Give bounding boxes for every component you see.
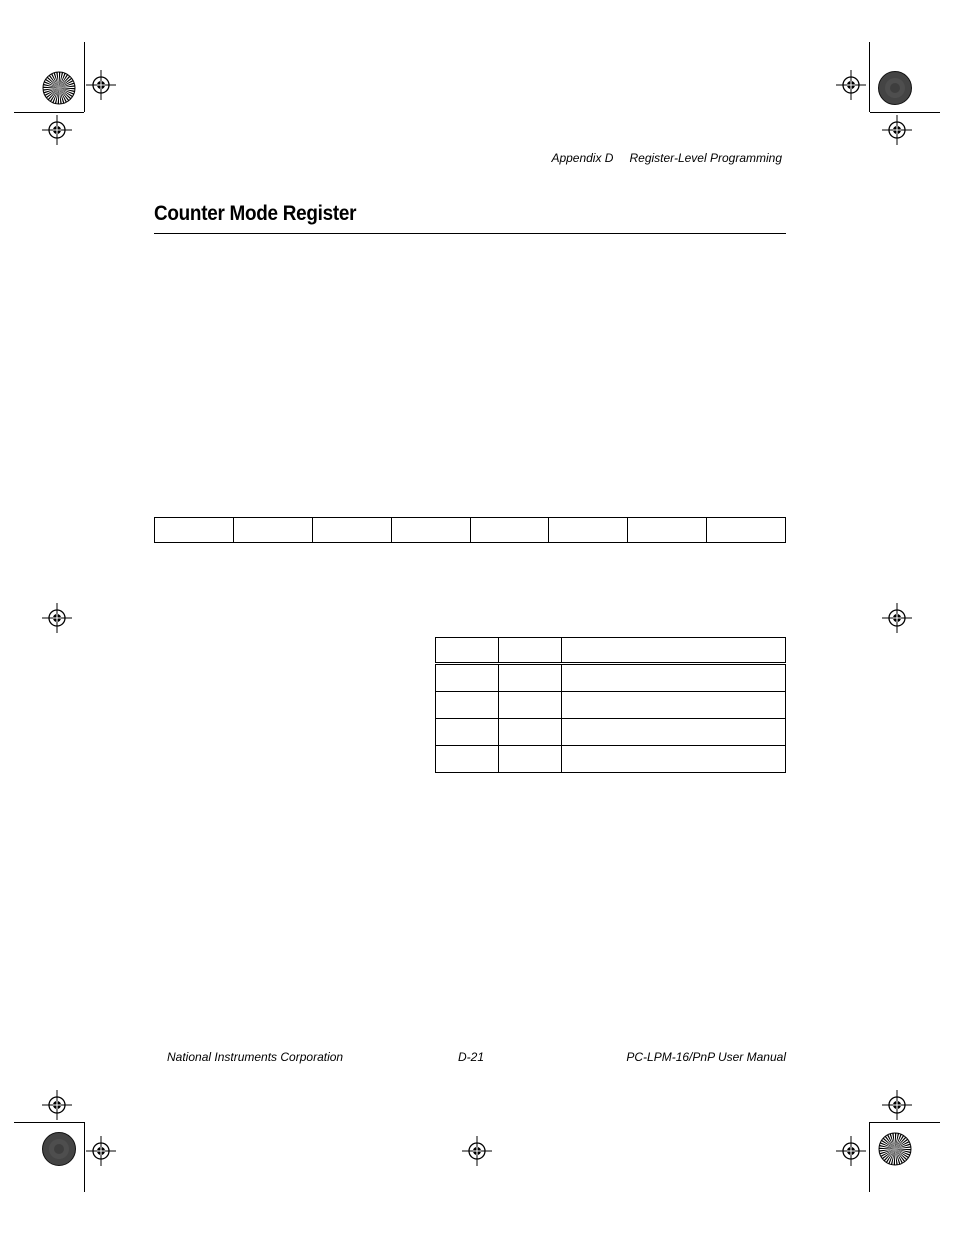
bit-cell [628,518,707,542]
registration-target-icon [836,1136,866,1166]
header-chapter: Register-Level Programming [629,151,782,165]
bit-cell [392,518,471,542]
crop-mark-line [14,1122,84,1123]
footer-page-number: D-21 [458,1050,485,1064]
register-bit-table [154,517,786,543]
table-row [436,746,786,773]
bit-cell [549,518,628,542]
table-cell [436,692,499,719]
page-title: Counter Mode Register [154,202,357,225]
footer-company: National Instruments Corporation [167,1050,344,1064]
table-header-row [436,638,786,664]
registration-target-icon [882,115,912,145]
table-cell [436,746,499,773]
bit-cell [313,518,392,542]
crop-mark-line [869,1122,870,1192]
crop-mark-line [84,1122,85,1192]
table-cell [499,719,562,746]
footer-manual-title: PC-LPM-16/PnP User Manual [626,1050,786,1064]
table-header-cell [436,638,499,664]
header-section: Appendix D [551,151,614,165]
table-cell [436,664,499,692]
table-cell [499,746,562,773]
table-row [436,719,786,746]
running-header [551,151,782,165]
table-row [436,664,786,692]
table-cell [436,719,499,746]
crop-mark-line [870,1122,940,1123]
star-wheel-icon [877,1131,913,1167]
crop-mark-line [84,42,85,112]
table-cell [562,664,786,692]
table-cell [562,719,786,746]
star-wheel-icon [41,1131,77,1167]
bit-cell [471,518,550,542]
table-cell [562,692,786,719]
registration-target-icon [42,115,72,145]
table-header-cell [562,638,786,664]
crop-mark-line [870,112,940,113]
crop-mark-line [14,112,84,113]
mode-table [435,637,786,773]
table-cell [499,692,562,719]
bit-cell [155,518,234,542]
bit-cell [707,518,785,542]
registration-target-icon [882,603,912,633]
registration-target-icon [836,70,866,100]
table-cell [499,664,562,692]
registration-target-icon [462,1136,492,1166]
crop-mark-line [869,42,870,112]
star-wheel-icon [877,70,913,106]
registration-target-icon [42,1090,72,1120]
table-cell [562,746,786,773]
bit-cell [234,518,313,542]
table-row [436,692,786,719]
registration-target-icon [42,603,72,633]
title-rule [154,233,786,234]
star-wheel-icon [41,70,77,106]
registration-target-icon [86,1136,116,1166]
registration-target-icon [86,70,116,100]
registration-target-icon [882,1090,912,1120]
table-header-cell [499,638,562,664]
